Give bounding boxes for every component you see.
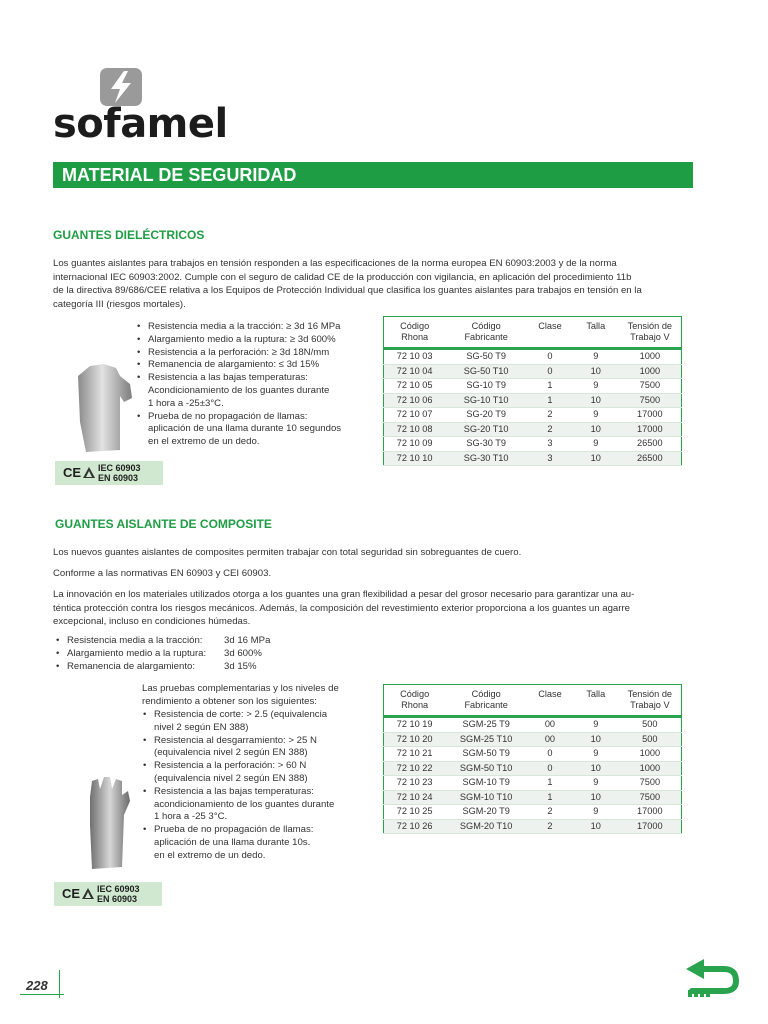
col-header: Talla (573, 317, 619, 349)
table-cell: 26500 (619, 437, 682, 452)
table-cell: 72 10 19 (384, 717, 446, 733)
table-cell: 72 10 09 (384, 437, 446, 452)
table-cell: 9 (573, 437, 619, 452)
ce-mark: CE (62, 886, 81, 901)
page-underline (20, 994, 64, 995)
col-header: Clase (527, 317, 573, 349)
table-row (384, 717, 682, 733)
cert-norms: IEC 60903 EN 60903 (98, 463, 141, 483)
table-cell: 72 10 03 (384, 349, 446, 365)
table-cell: 1 (527, 790, 573, 805)
table-cell: SGM-50 T9 (445, 747, 527, 762)
table-cell: 0 (527, 364, 573, 379)
table-cell: 00 (527, 732, 573, 747)
table-cell: SGM-20 T10 (445, 819, 527, 834)
table-cell: 1 (527, 379, 573, 394)
table-cell: SG-20 T10 (445, 422, 527, 437)
table-cell: 17000 (619, 805, 682, 820)
table-cell: 10 (573, 790, 619, 805)
section-banner (53, 162, 693, 188)
table-cell: 10 (573, 422, 619, 437)
table-row (384, 790, 682, 805)
table-cell: 17000 (619, 819, 682, 834)
table-cell: 9 (573, 408, 619, 423)
dielectric-glove-image (70, 362, 138, 454)
p3-line: excepcional, incluso en condiciones húmedas. (53, 616, 251, 628)
table-cell: 1000 (619, 349, 682, 365)
table-header-row (384, 317, 682, 349)
feature-item: • Alargamiento medio a la ruptura: ≥ 3d 600% (136, 334, 376, 347)
banner-title: MATERIAL DE SEGURIDAD (62, 165, 297, 185)
table-cell: 72 10 22 (384, 761, 446, 776)
table-cell: 72 10 20 (384, 732, 446, 747)
table-cell: 7500 (619, 379, 682, 394)
table-cell: 10 (573, 451, 619, 466)
table-cell: SG-30 T9 (445, 437, 527, 452)
section1-features (136, 321, 376, 449)
p3-line: téntica protección contra los riesgos mecánicos. Además, la composición del revestimiento exterior proporciona a los guantes un agarre (53, 602, 630, 614)
glove-icon (82, 775, 134, 871)
table-cell: 17000 (619, 408, 682, 423)
table-row (384, 437, 682, 452)
section2-table (383, 684, 682, 834)
col-header: Tensión de Trabajo V (619, 317, 682, 349)
feature-item: • Prueba de no propagación de llamas: aplicación de una llama durante 10 segundos en el extremo de un dedo. (136, 411, 376, 449)
glove-icon (70, 362, 138, 454)
table-row (384, 805, 682, 820)
intro-line: categoría III (riesgos mortales). (53, 298, 186, 310)
table-cell: SG-50 T10 (445, 364, 527, 379)
intro-line: de la directiva 89/686/CEE relativa a los Equipos de Protección Individual que clasifica los guantes aislantes para trabajos en tensión en la (53, 285, 642, 297)
table-row (384, 349, 682, 365)
table-cell: 1000 (619, 747, 682, 762)
table-cell: 72 10 05 (384, 379, 446, 394)
table-cell: 9 (573, 717, 619, 733)
ce-mark: CE (63, 465, 82, 480)
section2-specs (55, 635, 355, 673)
table-row (384, 408, 682, 423)
warning-triangle-icon (83, 467, 95, 478)
table-cell: 9 (573, 349, 619, 365)
table-cell: SG-30 T10 (445, 451, 527, 466)
table-row (384, 393, 682, 408)
table-row (384, 761, 682, 776)
table-cell: 500 (619, 732, 682, 747)
table-cell: SG-10 T9 (445, 379, 527, 394)
table-cell: 10 (573, 761, 619, 776)
table-cell: 9 (573, 776, 619, 791)
col-header: Código Fabricante (445, 317, 527, 349)
table-cell: SGM-50 T10 (445, 761, 527, 776)
table-row (384, 364, 682, 379)
spec-item: • Remanencia de alargamiento: 3d 15% (55, 661, 355, 674)
col-header: Talla (573, 685, 619, 717)
table-row (384, 732, 682, 747)
section2-p3 (53, 588, 694, 629)
test-item: • Prueba de no propagación de llamas: aplicación de una llama durante 10s. en el extremo de un dedo. (142, 824, 382, 862)
table-cell: 2 (527, 422, 573, 437)
table-cell: 72 10 24 (384, 790, 446, 805)
table-cell: 17000 (619, 422, 682, 437)
table-row (384, 776, 682, 791)
feature-item: • Resistencia a las bajas temperaturas: Acondicionamiento de los guantes durante 1 hora a -25±3°C. (136, 372, 376, 410)
cert-badge (54, 882, 162, 906)
table-cell: SGM-10 T9 (445, 776, 527, 791)
table-cell: 7500 (619, 776, 682, 791)
table-cell: 9 (573, 379, 619, 394)
table-cell: 1 (527, 393, 573, 408)
intro-line: Los guantes aislantes para trabajos en tensión responden a las especificaciones de la norma europea EN 60903:2003 y de la norma (53, 258, 617, 269)
section2-p1: Los nuevos guantes aislantes de composites permiten trabajar con total seguridad sin sobreguantes de cuero. (53, 547, 522, 558)
feature-item: • Resistencia a la perforación: ≥ 3d 18N/mm (136, 347, 376, 360)
col-header: Código Fabricante (445, 685, 527, 717)
table-cell: 10 (573, 732, 619, 747)
table-cell: 72 10 07 (384, 408, 446, 423)
table-cell: 1 (527, 776, 573, 791)
table-cell: 7500 (619, 790, 682, 805)
section1-title: GUANTES DIELÉCTRICOS (53, 228, 205, 242)
table-cell: SG-50 T9 (445, 349, 527, 365)
table-row (384, 747, 682, 762)
table-cell: 9 (573, 747, 619, 762)
test-item: • Resistencia a la perforación: > 60 N (equivalencia nivel 2 según EN 388) (142, 760, 382, 786)
p3-line: La innovación en los materiales utilizados otorga a los guantes una gran flexibilidad a pesar del grosor necesario para garantizar una au- (53, 589, 635, 600)
section2-p2: Conforme a las normativas EN 60903 y CEI 60903. (53, 568, 272, 579)
table-cell: 1000 (619, 364, 682, 379)
intro-line: internacional IEC 60903:2002. Cumple con el seguro de calidad CE de la producción con vigilancia, en aplicación del procedimiento 11b (53, 271, 632, 283)
cert-norms: IEC 60903 EN 60903 (97, 884, 140, 904)
table-row (384, 451, 682, 466)
warning-triangle-icon (82, 888, 94, 899)
feature-item: • Resistencia media a la tracción: ≥ 3d 16 MPa (136, 321, 376, 334)
table-cell: 2 (527, 819, 573, 834)
section2-title: GUANTES AISLANTE DE COMPOSITE (55, 517, 272, 531)
tests-intro: Las pruebas complementarias y los niveles de rendimiento a obtener son los siguientes: (142, 683, 339, 707)
table-cell: 1000 (619, 761, 682, 776)
test-item: • Resistencia al desgarramiento: > 25 N (equivalencia nivel 2 según EN 388) (142, 735, 382, 761)
col-header: Clase (527, 685, 573, 717)
table-header-row (384, 685, 682, 717)
table-cell: 72 10 08 (384, 422, 446, 437)
table-cell: 2 (527, 805, 573, 820)
table-cell: 500 (619, 717, 682, 733)
table-cell: 00 (527, 717, 573, 733)
table-cell: 72 10 23 (384, 776, 446, 791)
table-cell: SG-20 T9 (445, 408, 527, 423)
composite-glove-image (82, 775, 134, 871)
return-arrow-icon[interactable] (684, 957, 740, 999)
table-cell: 72 10 21 (384, 747, 446, 762)
table-cell: 3 (527, 451, 573, 466)
feature-item: • Remanencia de alargamiento: ≤ 3d 15% (136, 359, 376, 372)
section1-intro (53, 257, 694, 311)
table-row (384, 422, 682, 437)
table-cell: 72 10 10 (384, 451, 446, 466)
table-cell: SG-10 T10 (445, 393, 527, 408)
table-row (384, 379, 682, 394)
cert-badge (55, 461, 163, 485)
spec-item: • Resistencia media a la tracción: 3d 16 MPa (55, 635, 355, 648)
page-number: 228 (26, 978, 48, 993)
brand-logo-text: sofamel (53, 101, 228, 147)
table-cell: 72 10 25 (384, 805, 446, 820)
table-row (384, 819, 682, 834)
section1-table (383, 316, 682, 466)
table-cell: 72 10 06 (384, 393, 446, 408)
table-cell: SGM-10 T10 (445, 790, 527, 805)
test-item: • Resistencia a las bajas temperaturas: acondicionamiento de los guantes durante 1 hora a -25 3°C. (142, 786, 382, 824)
test-item: • Resistencia de corte: > 2.5 (equivalencia nivel 2 según EN 388) (142, 709, 382, 735)
table-cell: 0 (527, 349, 573, 365)
table-cell: 72 10 26 (384, 819, 446, 834)
col-header: Código Rhona (384, 685, 446, 717)
col-header: Tensión de Trabajo V (619, 685, 682, 717)
table-cell: 3 (527, 437, 573, 452)
table-cell: 10 (573, 819, 619, 834)
table-cell: SGM-25 T9 (445, 717, 527, 733)
table-cell: 2 (527, 408, 573, 423)
table-cell: 0 (527, 761, 573, 776)
table-cell: 72 10 04 (384, 364, 446, 379)
table-cell: 9 (573, 805, 619, 820)
section2-tests (142, 709, 382, 863)
table-cell: 0 (527, 747, 573, 762)
table-cell: 26500 (619, 451, 682, 466)
table-cell: 10 (573, 393, 619, 408)
table-cell: SGM-25 T10 (445, 732, 527, 747)
spec-item: • Alargamiento medio a la ruptura: 3d 600% (55, 648, 355, 661)
table-cell: 10 (573, 364, 619, 379)
table-cell: SGM-20 T9 (445, 805, 527, 820)
table-cell: 7500 (619, 393, 682, 408)
col-header: Código Rhona (384, 317, 446, 349)
